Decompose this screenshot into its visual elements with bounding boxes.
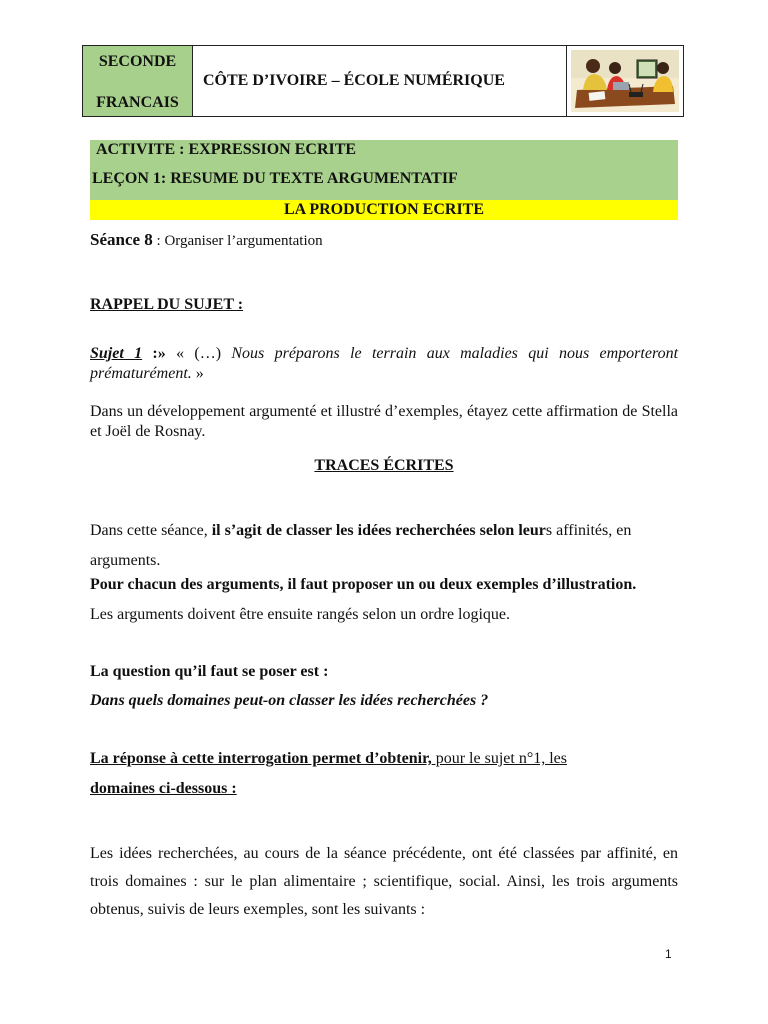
body-paragraph-3: Les arguments doivent être ensuite rangés selon un ordre logique. <box>90 606 511 623</box>
header-table <box>82 45 684 117</box>
class-level: SECONDE <box>98 53 177 70</box>
lesson-title: LEÇON 1: RESUME DU TEXTE ARGUMENTATIF <box>92 170 458 187</box>
sujet-marker: :» <box>142 345 177 362</box>
production-title: LA PRODUCTION ECRITE <box>90 200 678 220</box>
rappel-heading: RAPPEL DU SUJET : <box>90 296 244 313</box>
question-intro: La question qu’il faut se poser est : <box>90 663 329 680</box>
sujet-quote: Nous préparons le terrain aux maladies qui nous emporteront prématurément. <box>90 345 679 382</box>
reponse-line-2: domaines ci-dessous : <box>90 780 237 797</box>
body-paragraph-2: Pour chacun des arguments, il faut proposer un ou deux exemples d’illustration. <box>90 576 637 593</box>
seance-title: Organiser l’argumentation <box>164 233 323 249</box>
instruction-paragraph: Dans un développement argumenté et illustré d’exemples, étayez cette affirmation de Stella et Joël de Rosnay. <box>90 403 678 440</box>
body-paragraph-1 <box>90 516 678 576</box>
quote-close: » <box>191 365 204 382</box>
seance-line <box>90 230 323 250</box>
reponse-line-1 <box>90 750 678 768</box>
traces-heading: TRACES ÉCRITES <box>314 457 454 474</box>
seance-separator: : <box>152 233 165 249</box>
institution-cell <box>193 46 567 116</box>
p1-end: s affinités, en arguments. <box>90 522 632 569</box>
sujet-paragraph <box>90 344 678 384</box>
lesson-banner <box>90 140 678 200</box>
activity-title: ACTIVITE : EXPRESSION ECRITE <box>96 141 357 158</box>
p1-start: Dans cette séance, <box>90 522 212 539</box>
seance-label: Séance 8 <box>90 230 153 249</box>
subject-name: FRANCAIS <box>96 94 179 111</box>
p1-bold: il s’agit de classer les idées recherchées selon leur <box>211 522 546 539</box>
reponse-part-2: pour le sujet n°1, les <box>431 750 567 767</box>
reponse-part-1: La réponse à cette interrogation permet d’obtenir, <box>90 750 432 767</box>
class-cell <box>83 46 193 116</box>
conclusion-paragraph: Les idées recherchées, au cours de la séance précédente, ont été classées par affinité, en trois domaines : sur le plan alimentaire ; scientifique, social. Ainsi, les trois arguments obtenus, suivis de leurs exemples, sont les suivants : <box>90 845 678 918</box>
students-at-computers-illustration <box>567 46 683 116</box>
page-number: 1 <box>665 947 672 961</box>
question-text: Dans quels domaines peut-on classer les idées recherchées ? <box>90 692 489 709</box>
institution-name: CÔTE D’IVOIRE – ÉCOLE NUMÉRIQUE <box>203 72 505 89</box>
sujet-label: Sujet 1 <box>90 345 143 362</box>
quote-open: « (…) <box>176 345 232 362</box>
